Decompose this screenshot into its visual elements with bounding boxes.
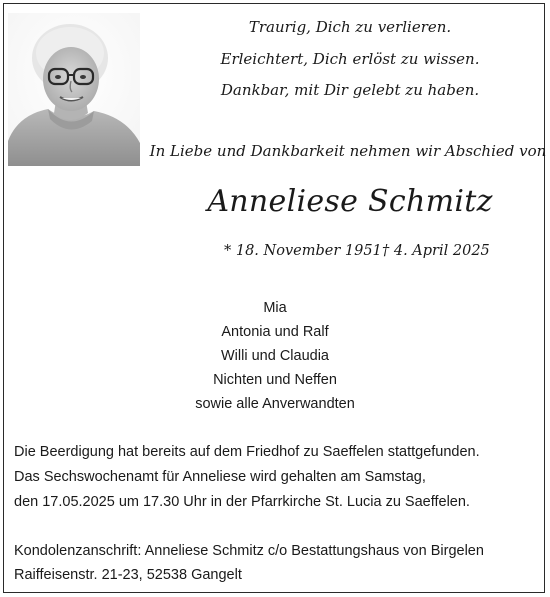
mourner-line: Willi und Claudia — [221, 348, 329, 364]
mourner-line: Nichten und Neffen — [213, 372, 337, 388]
portrait-photo — [8, 13, 140, 166]
farewell-line: In Liebe und Dankbarkeit nehmen wir Abschied von — [149, 142, 547, 160]
poem-line: Traurig, Dich zu verlieren. — [248, 18, 452, 36]
death-date: † 4. April 2025 — [382, 243, 490, 259]
birth-date: * 18. November 1951 — [224, 243, 382, 259]
funeral-notice-line: den 17.05.2025 um 17.30 Uhr in der Pfarrkirche St. Lucia zu Saeffelen. — [14, 494, 470, 510]
condolence-address-line: Kondolenzanschrift: Anneliese Schmitz c/o Bestattungshaus von Birgelen — [14, 543, 484, 559]
mourner-line: sowie alle Anverwandten — [195, 396, 355, 412]
poem-line: Erleichtert, Dich erlöst zu wissen. — [220, 50, 480, 68]
deceased-name: Anneliese Schmitz — [207, 184, 493, 219]
mourner-line: Mia — [263, 300, 287, 316]
mourner-line: Antonia und Ralf — [221, 324, 329, 340]
funeral-notice-line: Die Beerdigung hat bereits auf dem Friedhof zu Saeffelen stattgefunden. — [14, 444, 480, 460]
poem-line: Dankbar, mit Dir gelebt zu haben. — [220, 81, 480, 99]
funeral-notice-line: Das Sechswochenamt für Anneliese wird gehalten am Samstag, — [14, 469, 426, 485]
condolence-address-line: Raiffeisenstr. 21-23, 52538 Gangelt — [14, 567, 242, 583]
